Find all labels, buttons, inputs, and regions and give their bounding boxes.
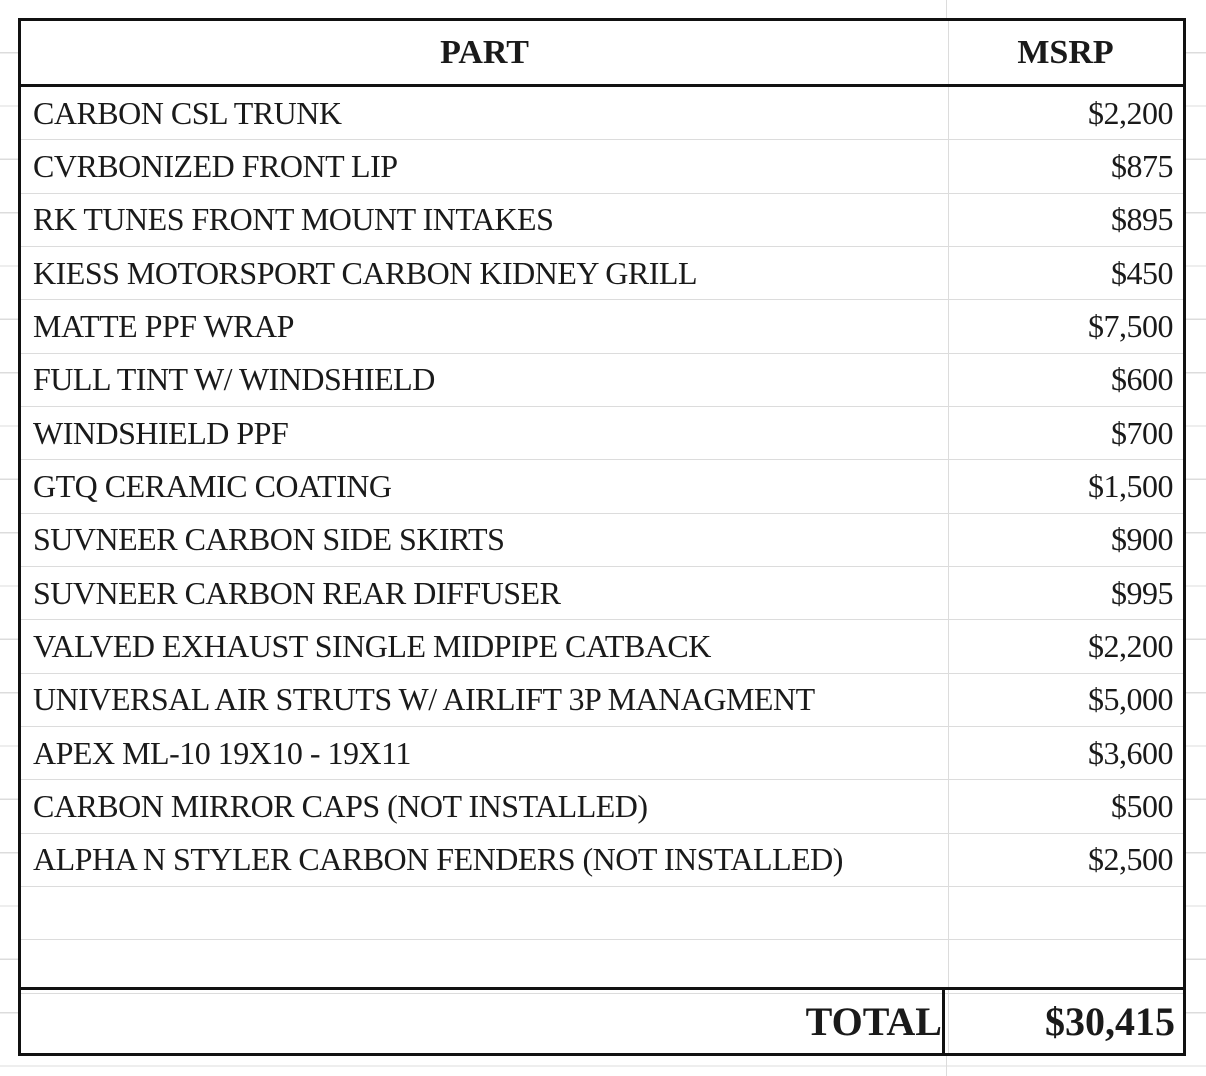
table-row xyxy=(21,940,1183,993)
table-row xyxy=(21,407,1183,460)
part-cell: VALVED EXHAUST SINGLE MIDPIPE CATBACK xyxy=(33,627,711,664)
part-cell: UNIVERSAL AIR STRUTS W/ AIRLIFT 3P MANAGMENT xyxy=(33,681,815,718)
msrp-cell: $5,000 xyxy=(1088,681,1173,718)
parts-price-table xyxy=(18,18,1186,1056)
part-cell: SUVNEER CARBON SIDE SKIRTS xyxy=(33,521,505,558)
part-cell: ALPHA N STYLER CARBON FENDERS (NOT INSTALLED) xyxy=(33,841,843,878)
table-row xyxy=(21,727,1183,780)
msrp-cell: $900 xyxy=(1111,521,1173,558)
part-cell: CARBON MIRROR CAPS (NOT INSTALLED) xyxy=(33,787,648,824)
table-row xyxy=(21,780,1183,833)
msrp-cell: $600 xyxy=(1111,361,1173,398)
part-cell: GTQ CERAMIC COATING xyxy=(33,467,392,504)
total-label: TOTAL xyxy=(21,990,945,1053)
table-row xyxy=(21,247,1183,300)
table-row xyxy=(21,87,1183,140)
msrp-cell: $875 xyxy=(1111,147,1173,184)
table-row xyxy=(21,460,1183,513)
part-cell: WINDSHIELD PPF xyxy=(33,414,289,451)
part-cell: SUVNEER CARBON REAR DIFFUSER xyxy=(33,574,561,611)
msrp-cell: $2,200 xyxy=(1088,94,1173,131)
part-cell: APEX ML-10 19X10 - 19X11 xyxy=(33,734,411,771)
part-cell: CVRBONIZED FRONT LIP xyxy=(33,147,398,184)
part-cell: KIESS MOTORSPORT CARBON KIDNEY GRILL xyxy=(33,254,697,291)
part-cell: FULL TINT W/ WINDSHIELD xyxy=(33,361,435,398)
msrp-cell: $7,500 xyxy=(1088,307,1173,344)
msrp-cell: $450 xyxy=(1111,254,1173,291)
header-msrp: MSRP xyxy=(1017,33,1114,71)
table-row xyxy=(21,887,1183,940)
part-cell: RK TUNES FRONT MOUNT INTAKES xyxy=(33,201,554,238)
part-cell: CARBON CSL TRUNK xyxy=(33,94,342,131)
msrp-cell: $995 xyxy=(1111,574,1173,611)
total-value: $30,415 xyxy=(1045,999,1175,1044)
part-cell: MATTE PPF WRAP xyxy=(33,307,294,344)
table-row xyxy=(21,194,1183,247)
table-row xyxy=(21,834,1183,887)
table-header xyxy=(21,21,1183,87)
table-row xyxy=(21,674,1183,727)
total-row xyxy=(21,987,1183,1053)
table-row xyxy=(21,354,1183,407)
table-row xyxy=(21,567,1183,620)
msrp-cell: $500 xyxy=(1111,787,1173,824)
msrp-cell: $895 xyxy=(1111,201,1173,238)
msrp-cell: $1,500 xyxy=(1088,467,1173,504)
msrp-cell: $2,200 xyxy=(1088,627,1173,664)
msrp-cell: $700 xyxy=(1111,414,1173,451)
msrp-cell: $2,500 xyxy=(1088,841,1173,878)
table-row xyxy=(21,620,1183,673)
table-row xyxy=(21,140,1183,193)
header-part: PART xyxy=(440,33,529,71)
table-row xyxy=(21,300,1183,353)
msrp-cell: $3,600 xyxy=(1088,734,1173,771)
table-row xyxy=(21,514,1183,567)
